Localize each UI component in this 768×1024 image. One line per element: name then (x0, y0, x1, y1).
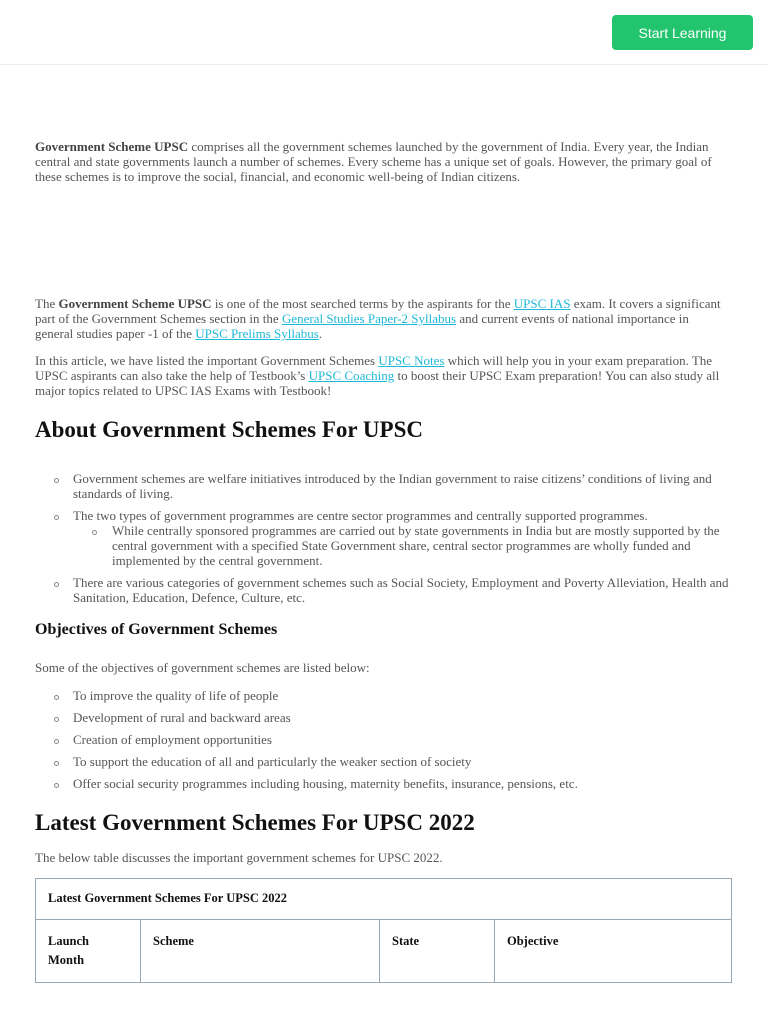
list-item-text: Development of rural and backward areas (73, 710, 291, 725)
bullet-icon (54, 515, 59, 520)
intro-bold: Government Scheme UPSC (35, 139, 189, 154)
list-item (73, 732, 729, 747)
bullet-icon (54, 717, 59, 722)
bullet-icon (54, 761, 59, 766)
list-item (73, 575, 729, 605)
text-segment: . (318, 326, 323, 341)
objectives-heading: Objectives of Government Schemes (35, 621, 278, 638)
schemes-table (35, 878, 732, 983)
text-segment: is one of the most searched terms by the aspirants for the (211, 296, 514, 311)
keyword-paragraph (35, 296, 725, 341)
list-item (112, 523, 729, 568)
list-item (73, 754, 729, 769)
column-header-scheme: Scheme (141, 920, 380, 983)
gs-paper-2-syllabus-link[interactable]: General Studies Paper-2 Syllabus (281, 311, 457, 326)
list-item-text: To support the education of all and particularly the weaker section of society (73, 754, 472, 769)
top-header (0, 0, 768, 65)
list-item (73, 776, 729, 791)
bullet-icon (92, 530, 97, 535)
text-segment: In this article, we have listed the important Government Schemes (35, 353, 379, 368)
bullet-icon (54, 695, 59, 700)
keyword-bold: Government Scheme UPSC (58, 296, 212, 311)
intro-text: comprises all the government schemes launched by the government of India. Every year, the Indian central and state governments launch a number of schemes. Every scheme has a unique set of goals. However, the primary goal of these schemes is to improve the social, financial, and economic well-being of Indian citizens. (35, 139, 712, 184)
column-header-objective: Objective (495, 920, 732, 983)
upsc-coaching-link[interactable]: UPSC Coaching (308, 368, 395, 383)
objectives-intro: Some of the objectives of government schemes are listed below: (35, 660, 370, 675)
upsc-ias-link[interactable]: UPSC IAS (513, 296, 571, 311)
latest-heading: Latest Government Schemes For UPSC 2022 (35, 810, 475, 835)
list-item (73, 471, 729, 501)
list-item-text: While centrally sponsored programmes are carried out by state governments in India but are mostly supported by the central government with a specified State Government share, central sector programmes are wholly funded and implemented by the central government. (112, 523, 720, 568)
text-segment: The (35, 296, 59, 311)
intro-paragraph (35, 139, 725, 184)
bullet-icon (54, 478, 59, 483)
table-caption: Latest Government Schemes For UPSC 2022 (36, 879, 732, 920)
list-item-text: There are various categories of government schemes such as Social Society, Employment and Poverty Alleviation, Health and Sanitation, Education, Defence, Culture, etc. (73, 575, 729, 605)
start-learning-button[interactable]: Start Learning (612, 15, 753, 50)
list-item (73, 508, 729, 568)
upsc-prelims-syllabus-link[interactable]: UPSC Prelims Syllabus (195, 326, 319, 341)
objectives-list (73, 688, 729, 791)
latest-intro: The below table discusses the important government schemes for UPSC 2022. (35, 850, 443, 865)
text-segment: to boost their UPSC Exam preparation! You can also study all major topics related to UPSC IAS Exams with Testbook! (35, 368, 720, 398)
upsc-notes-link[interactable]: UPSC Notes (378, 353, 445, 368)
bullet-icon (54, 582, 59, 587)
list-item-text: Offer social security programmes including housing, maternity benefits, insurance, pensions, etc. (73, 776, 578, 791)
bullet-icon (54, 739, 59, 744)
list-item-text: The two types of government programmes are centre sector programmes and centrally supported programmes. (73, 508, 648, 523)
table-caption-row (36, 879, 732, 920)
about-list (73, 471, 729, 605)
table-header-row (36, 920, 732, 983)
list-item (73, 710, 729, 725)
list-item-text: To improve the quality of life of people (73, 688, 279, 703)
list-item (73, 688, 729, 703)
column-header-launch-month: Launch Month (36, 920, 141, 983)
list-item-text: Creation of employment opportunities (73, 732, 272, 747)
text-segment: and current events of national importance in general studies paper -1 of the (35, 311, 689, 341)
bullet-icon (54, 783, 59, 788)
column-header-state: State (380, 920, 495, 983)
article-info-paragraph (35, 353, 730, 398)
text-segment: which will help you in your exam preparation. The UPSC aspirants can also take the help of Testbook’s (35, 353, 713, 383)
text-segment: exam. It covers a significant part of the Government Schemes section in the (35, 296, 721, 326)
about-sub-list (112, 523, 729, 568)
list-item-text: Government schemes are welfare initiatives introduced by the Indian government to raise citizens’ conditions of living and standards of living. (73, 471, 712, 501)
about-heading: About Government Schemes For UPSC (35, 417, 423, 442)
